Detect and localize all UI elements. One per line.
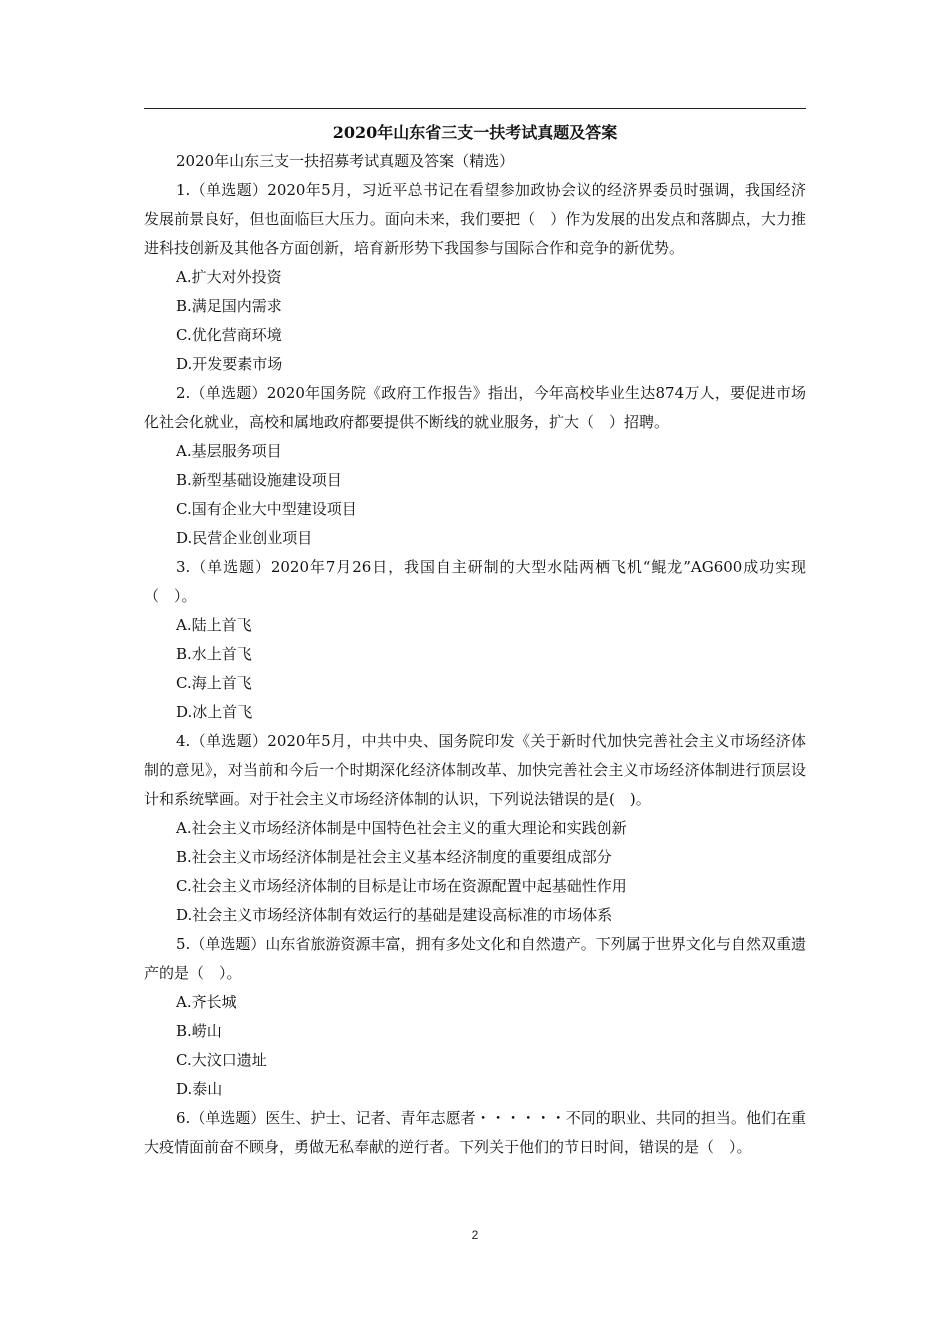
option-a: A.基层服务项目	[176, 442, 282, 460]
option-d: D.开发要素市场	[176, 355, 283, 373]
option-b: B.新型基础设施建设项目	[176, 471, 342, 489]
option-b: B.崂山	[176, 1022, 222, 1040]
option-c: C.优化营商环境	[176, 326, 282, 344]
question-text: 3.（单选题）2020年7月26日，我国自主研制的大型水陆两栖飞机“鲲龙”AG600成功实现（ ）。	[144, 558, 806, 605]
option-c: C.大汶口遗址	[176, 1051, 267, 1069]
option-d: D.泰山	[176, 1080, 223, 1098]
question-text: 6.（单选题）医生、护士、记者、青年志愿者・・・・・・不同的职业、共同的担当。他们在重大疫情面前奋不顾身，勇做无私奉献的逆行者。下列关于他们的节日时间，错误的是（ ）。	[144, 1109, 806, 1156]
option-a: A.陆上首飞	[176, 616, 252, 634]
header-rule	[144, 108, 806, 109]
option-c: C.社会主义市场经济体制的目标是让市场在资源配置中起基础性作用	[176, 877, 627, 895]
question-3	[144, 553, 806, 727]
option-a: A.扩大对外投资	[176, 268, 282, 286]
option-c: C.国有企业大中型建设项目	[176, 500, 357, 518]
question-text: 4.（单选题）2020年5月，中共中央、国务院印发《关于新时代加快完善社会主义市场经济体制的意见》，对当前和今后一个时期深化经济体制改革、加快完善社会主义市场经济体制进行顶层设计和系统擘画。对于社会主义市场经济体制的认识，下列说法错误的是( )。	[144, 732, 806, 808]
question-5	[144, 930, 806, 1104]
question-4	[144, 727, 806, 930]
question-1	[144, 176, 806, 379]
option-a: A.齐长城	[176, 993, 237, 1011]
option-b: B.水上首飞	[176, 645, 252, 663]
option-d: D.民营企业创业项目	[176, 529, 313, 547]
question-6	[144, 1104, 806, 1162]
option-d: D.社会主义市场经济体制有效运行的基础是建设高标准的市场体系	[176, 906, 613, 924]
page-title: 2020年山东省三支一扶考试真题及答案	[332, 123, 618, 142]
option-d: D.冰上首飞	[176, 703, 253, 721]
option-c: C.海上首飞	[176, 674, 252, 692]
question-text: 5.（单选题）山东省旅游资源丰富，拥有多处文化和自然遗产。下列属于世界文化与自然双重遗产的是（ ）。	[144, 935, 806, 982]
question-text: 1.（单选题）2020年5月，习近平总书记在看望参加政协会议的经济界委员时强调，我国经济发展前景良好，但也面临巨大压力。面向未来，我们要把（ ）作为发展的出发点和落脚点，大力推进科技创新及其他各方面创新，培育新形势下我国参与国际合作和竞争的新优势。	[144, 181, 806, 257]
question-text: 2.（单选题）2020年国务院《政府工作报告》指出，今年高校毕业生达874万人，要促进市场化社会化就业，高校和属地政府都要提供不断线的就业服务，扩大（ ）招聘。	[144, 384, 806, 431]
option-b: B.社会主义市场经济体制是社会主义基本经济制度的重要组成部分	[176, 848, 612, 866]
question-2	[144, 379, 806, 553]
option-a: A.社会主义市场经济体制是中国特色社会主义的重大理论和实践创新	[176, 819, 627, 837]
option-b: B.满足国内需求	[176, 297, 282, 315]
document-body	[144, 118, 806, 1162]
page-number: 2	[471, 1228, 479, 1242]
subtitle: 2020年山东三支一扶招募考试真题及答案（精选）	[176, 152, 515, 170]
